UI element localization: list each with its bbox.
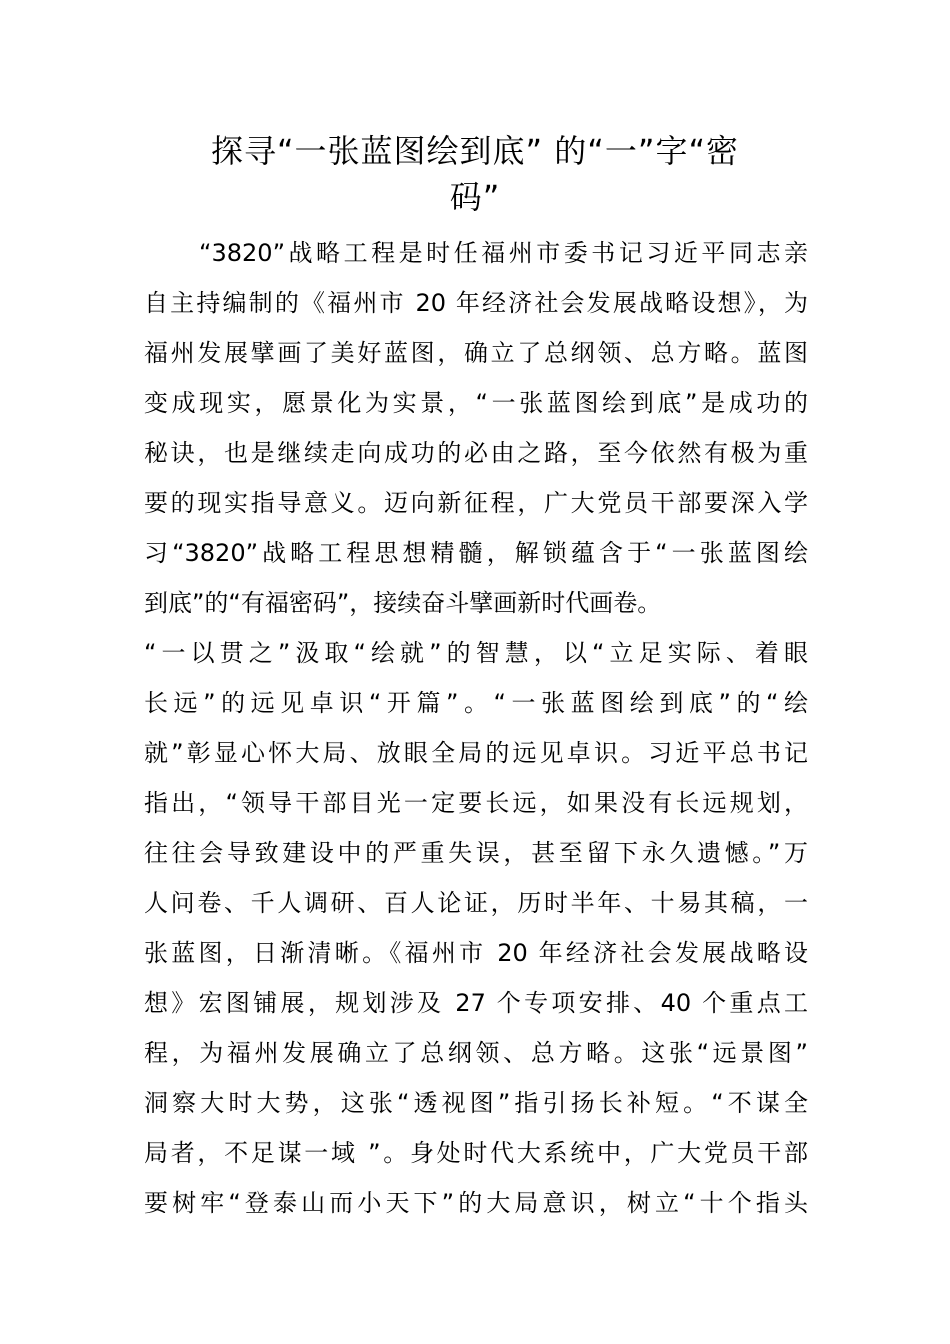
- body-line: “3820”战略工程是时任福州市委书记习近平同志亲: [144, 239, 808, 267]
- document-body: [144, 228, 808, 1228]
- body-line: 程，为福州发展确立了总纲领、总方略。这张“远景图”: [144, 1039, 808, 1067]
- body-line: 要的现实指导意义。迈向新征程，广大党员干部要深入学: [144, 489, 808, 517]
- body-line: 要树牢“登泰山而小天下”的大局意识，树立“十个指头: [144, 1189, 808, 1217]
- body-line: 想》宏图铺展，规划涉及 27 个专项安排、40 个重点工: [144, 989, 808, 1017]
- body-line: 人问卷、千人调研、百人论证，历时半年、十易其稿，一: [144, 889, 808, 917]
- title-line-2: 码”: [449, 178, 501, 216]
- body-line: 到底”的“有福密码”，接续奋斗擘画新时代画卷。: [144, 589, 662, 617]
- body-line: 往往会导致建设中的严重失误，甚至留下永久遗憾。”万: [144, 839, 808, 867]
- body-line: “一以贯之”汲取“绘就”的智慧，以“立足实际、着眼: [144, 639, 808, 667]
- body-line: 张蓝图，日渐清晰。《福州市 20 年经济社会发展战略设: [144, 939, 808, 967]
- body-line: 变成现实，愿景化为实景，“一张蓝图绘到底”是成功的: [144, 389, 808, 417]
- body-line: 就”彰显心怀大局、放眼全局的远见卓识。习近平总书记: [144, 739, 808, 767]
- body-line: 指出，“领导干部目光一定要长远，如果没有长远规划，: [144, 789, 808, 817]
- body-line: 习“3820”战略工程思想精髓，解锁蕴含于“一张蓝图绘: [144, 539, 808, 567]
- body-line: 洞察大时大势，这张“透视图”指引扬长补短。“不谋全: [144, 1089, 808, 1117]
- document-title: [140, 128, 810, 220]
- body-line: 自主持编制的《福州市 20 年经济社会发展战略设想》，为: [144, 289, 808, 317]
- body-line: 局者，不足谋一域 ”。身处时代大系统中，广大党员干部: [144, 1139, 808, 1167]
- body-line: 福州发展擘画了美好蓝图，确立了总纲领、总方略。蓝图: [144, 339, 808, 367]
- body-line: 秘诀，也是继续走向成功的必由之路，至今依然有极为重: [144, 439, 808, 467]
- title-line-1: 探寻“一张蓝图绘到底” 的“一”字“密: [210, 132, 740, 170]
- body-line: 长远”的远见卓识“开篇”。“一张蓝图绘到底”的“绘: [144, 689, 808, 717]
